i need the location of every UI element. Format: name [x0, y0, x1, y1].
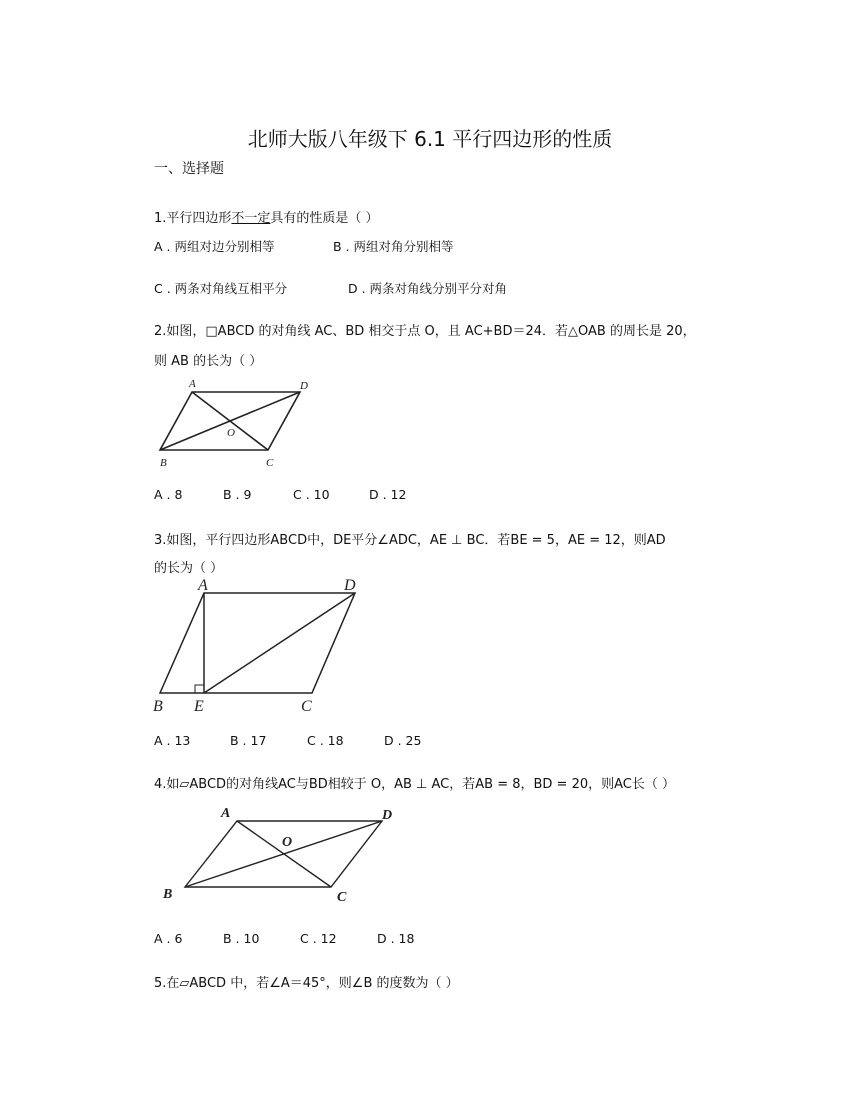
question-1-post: 具有的性质是（ ） [270, 211, 379, 226]
question-1-stem [154, 207, 379, 226]
question-3-line-1: 3.如图，平行四边形ABCD中，DE平分∠ADC，AE ⊥ BC．若BE = 5，AE = 12，则AD [154, 533, 666, 548]
question-3-option-a: A . 13 [154, 733, 191, 748]
question-4-option-d: D . 18 [377, 931, 415, 946]
question-1-option-a: A . 两组对边分别相等 [154, 239, 275, 254]
section-heading: 一、选择题 [154, 161, 224, 177]
question-3-option-d: D . 25 [384, 733, 422, 748]
question-4-line-1: 4.如▱ABCD的对角线AC与BD相较于 O，AB ⊥ AC，若AB = 8，BD = 20，则AC长（ ） [154, 777, 675, 792]
label-b: B [160, 457, 167, 469]
question-2-option-b: B . 9 [223, 487, 252, 502]
right-angle-mark [195, 685, 204, 693]
label-c: C [337, 890, 347, 905]
question-4-option-a: A . 6 [154, 931, 183, 946]
label-c: C [266, 457, 274, 469]
question-1-option-d: D . 两条对角线分别平分对角 [348, 281, 508, 296]
label-o: O [282, 835, 293, 850]
question-2-line-2: 则 AB 的长为（ ） [154, 354, 263, 369]
diagonal-bd [160, 392, 300, 450]
question-2-option-c: C . 10 [293, 487, 330, 502]
label-e: E [194, 698, 204, 715]
question-1-option-c: C . 两条对角线互相平分 [154, 281, 288, 296]
question-3-option-c: C . 18 [307, 733, 344, 748]
label-c: C [301, 698, 312, 715]
question-4-option-b: B . 10 [223, 931, 260, 946]
label-a: A [189, 378, 196, 390]
label-d: D [300, 380, 308, 392]
label-a: A [221, 806, 231, 821]
segment-de [204, 593, 355, 693]
question-3-option-b: B . 17 [230, 733, 267, 748]
question-1-option-b: B . 两组对角分别相等 [333, 239, 454, 254]
question-1-pre: 1.平行四边形 [154, 211, 232, 226]
question-2-option-d: D . 12 [369, 487, 407, 502]
parallelogram-abcd [160, 593, 355, 693]
label-b: B [153, 698, 163, 715]
question-5-line-1: 5.在▱ABCD 中，若∠A＝45°，则∠B 的度数为（ ） [154, 976, 459, 991]
label-o: O [227, 427, 235, 439]
question-4-figure [155, 800, 405, 910]
label-d: D [382, 808, 393, 823]
label-b: B [163, 887, 173, 902]
diagonal-bd [185, 821, 382, 887]
question-2-figure [150, 375, 320, 475]
page-title: 北师大版八年级下 6.1 平行四边形的性质 [247, 127, 613, 151]
question-2-option-a: A . 8 [154, 487, 183, 502]
label-d: D [344, 577, 356, 594]
question-3-line-2: 的长为（ ） [154, 561, 224, 576]
question-4-option-c: C . 12 [300, 931, 337, 946]
question-2-line-1: 2.如图，□ABCD 的对角线 AC、BD 相交于点 O，且 AC+BD＝24．若△OAB 的周长是 20， [154, 324, 696, 339]
label-a: A [198, 577, 208, 594]
question-1-underlined: 不一定 [231, 211, 271, 226]
question-3-figure [150, 574, 370, 719]
